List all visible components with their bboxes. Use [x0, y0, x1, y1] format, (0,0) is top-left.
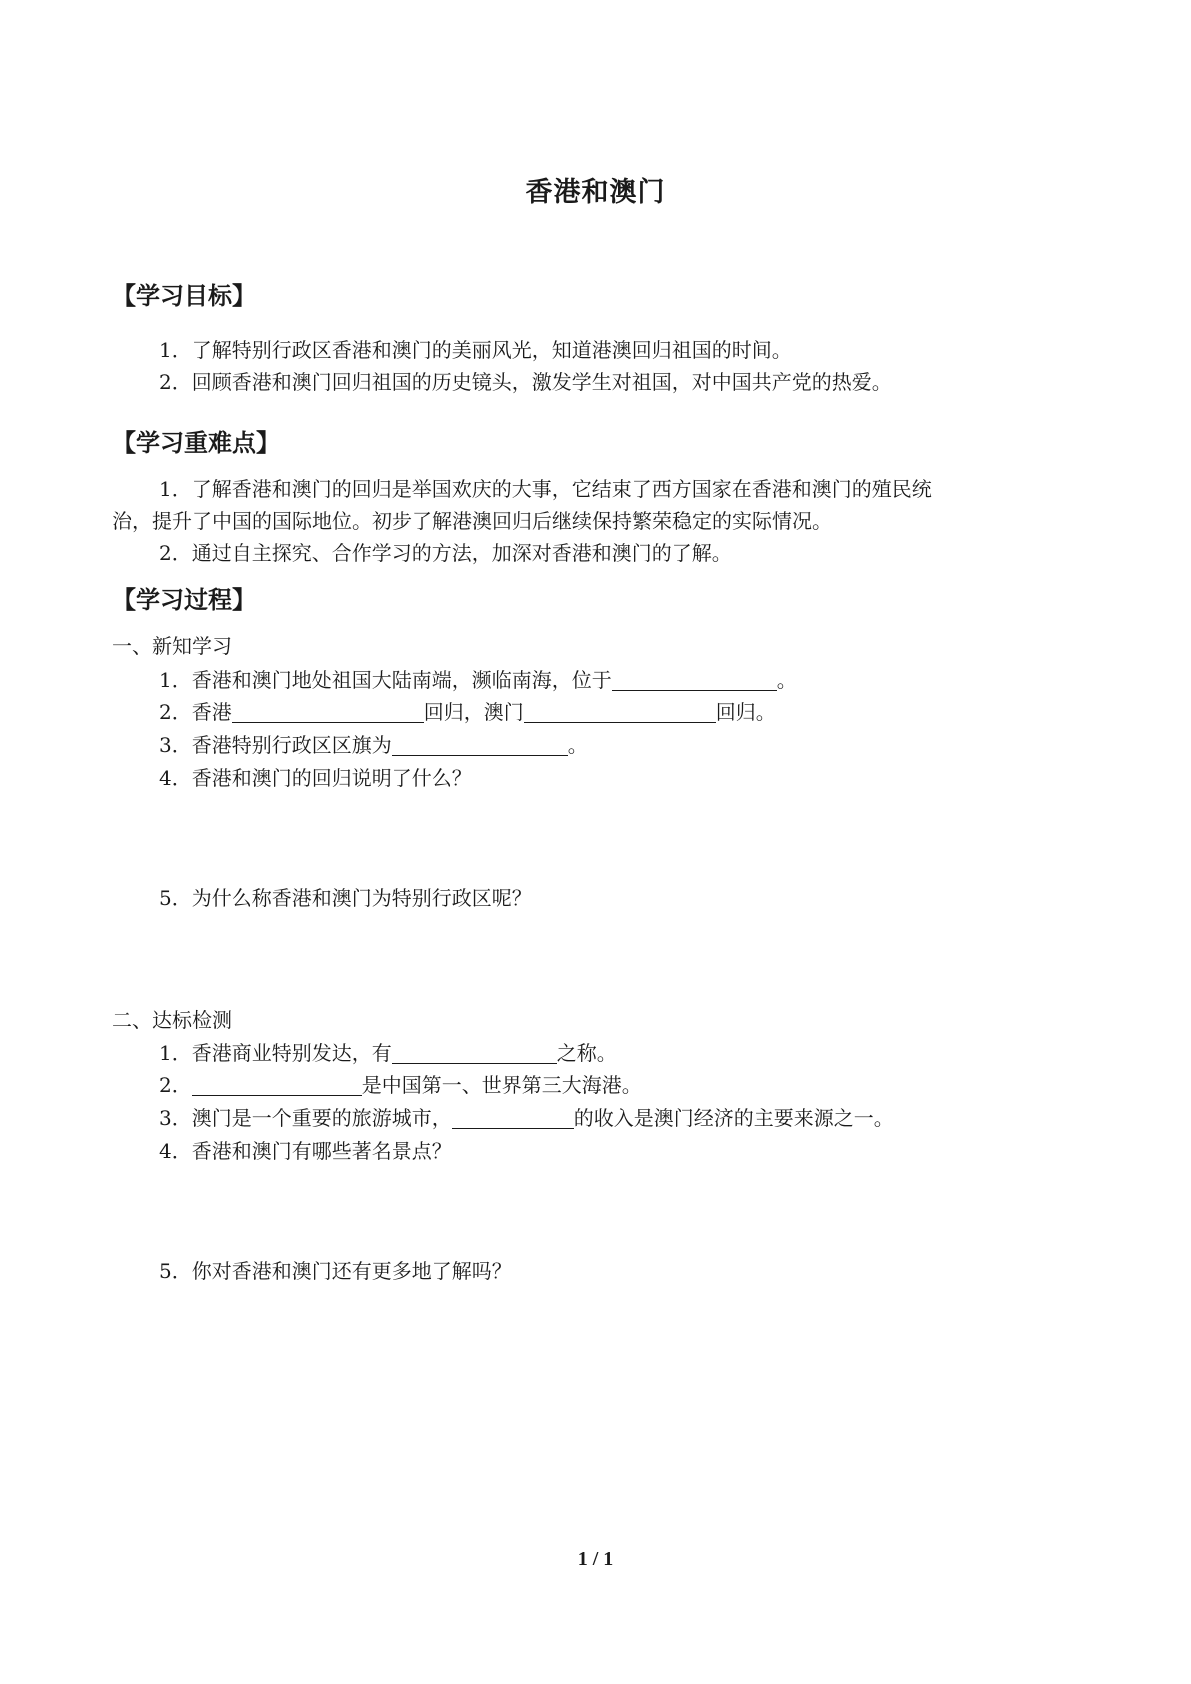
- part1-label: 一、新知学习: [112, 634, 232, 658]
- question-text: 1．香港商业特别发达，有: [159, 1041, 392, 1065]
- part2-question-3: [159, 1103, 894, 1133]
- question-text: 1．香港和澳门地处祖国大陆南端，濒临南海，位于: [159, 668, 612, 692]
- question-text: 回归，澳门: [423, 700, 524, 724]
- part1-question-4: 4．香港和澳门的回归说明了什么？: [159, 766, 472, 790]
- question-text: 的收入是澳门经济的主要来源之一。: [573, 1106, 894, 1130]
- fill-in-blank[interactable]: [232, 700, 424, 723]
- question-text: 之称。: [556, 1041, 617, 1065]
- question-text: 。: [567, 733, 588, 757]
- question-text: 3．香港特别行政区区旗为: [159, 733, 392, 757]
- part2-question-2: [159, 1070, 642, 1100]
- fill-in-blank[interactable]: [612, 668, 777, 691]
- objective-item-1: 1．了解特别行政区香港和澳门的美丽风光，知道港澳回归祖国的时间。: [159, 338, 792, 362]
- question-text: 是中国第一、世界第三大海港。: [361, 1073, 642, 1097]
- fill-in-blank[interactable]: [524, 700, 716, 723]
- fill-in-blank[interactable]: [392, 1041, 557, 1064]
- fill-in-blank[interactable]: [452, 1106, 574, 1129]
- objective-item-2: 2．回顾香港和澳门回归祖国的历史镜头，激发学生对祖国，对中国共产党的热爱。: [159, 370, 892, 394]
- key-point-2: 2．通过自主探究、合作学习的方法，加深对香港和澳门的了解。: [159, 541, 732, 565]
- fill-in-blank[interactable]: [192, 1073, 362, 1096]
- key-points-heading: 【学习重难点】: [112, 428, 280, 457]
- part2-question-1: [159, 1038, 617, 1068]
- page-number: 1 / 1: [577, 1548, 614, 1570]
- question-text: 。: [776, 668, 797, 692]
- question-text: 3．澳门是一个重要的旅游城市，: [159, 1106, 452, 1130]
- part2-question-4: 4．香港和澳门有哪些著名景点？: [159, 1139, 452, 1163]
- process-heading: 【学习过程】: [112, 585, 256, 614]
- question-text: 回归。: [715, 700, 776, 724]
- question-text: 2．香港: [159, 700, 232, 724]
- part1-question-1: [159, 665, 797, 695]
- key-point-1-line-2: 治，提升了中国的国际地位。初步了解港澳回归后继续保持繁荣稳定的实际情况。: [112, 509, 832, 533]
- fill-in-blank[interactable]: [392, 733, 568, 756]
- key-point-1-line-1: 1．了解香港和澳门的回归是举国欢庆的大事，它结束了西方国家在香港和澳门的殖民统: [159, 477, 932, 501]
- page-title: 香港和澳门: [525, 177, 666, 208]
- part2-question-5: 5．你对香港和澳门还有更多地了解吗？: [159, 1259, 512, 1283]
- objectives-heading: 【学习目标】: [112, 281, 256, 310]
- question-text: 2．: [159, 1073, 192, 1097]
- part1-question-3: [159, 730, 588, 760]
- part1-question-2: [159, 697, 776, 727]
- part1-question-5: 5．为什么称香港和澳门为特别行政区呢？: [159, 886, 532, 910]
- part2-label: 二、达标检测: [112, 1008, 232, 1032]
